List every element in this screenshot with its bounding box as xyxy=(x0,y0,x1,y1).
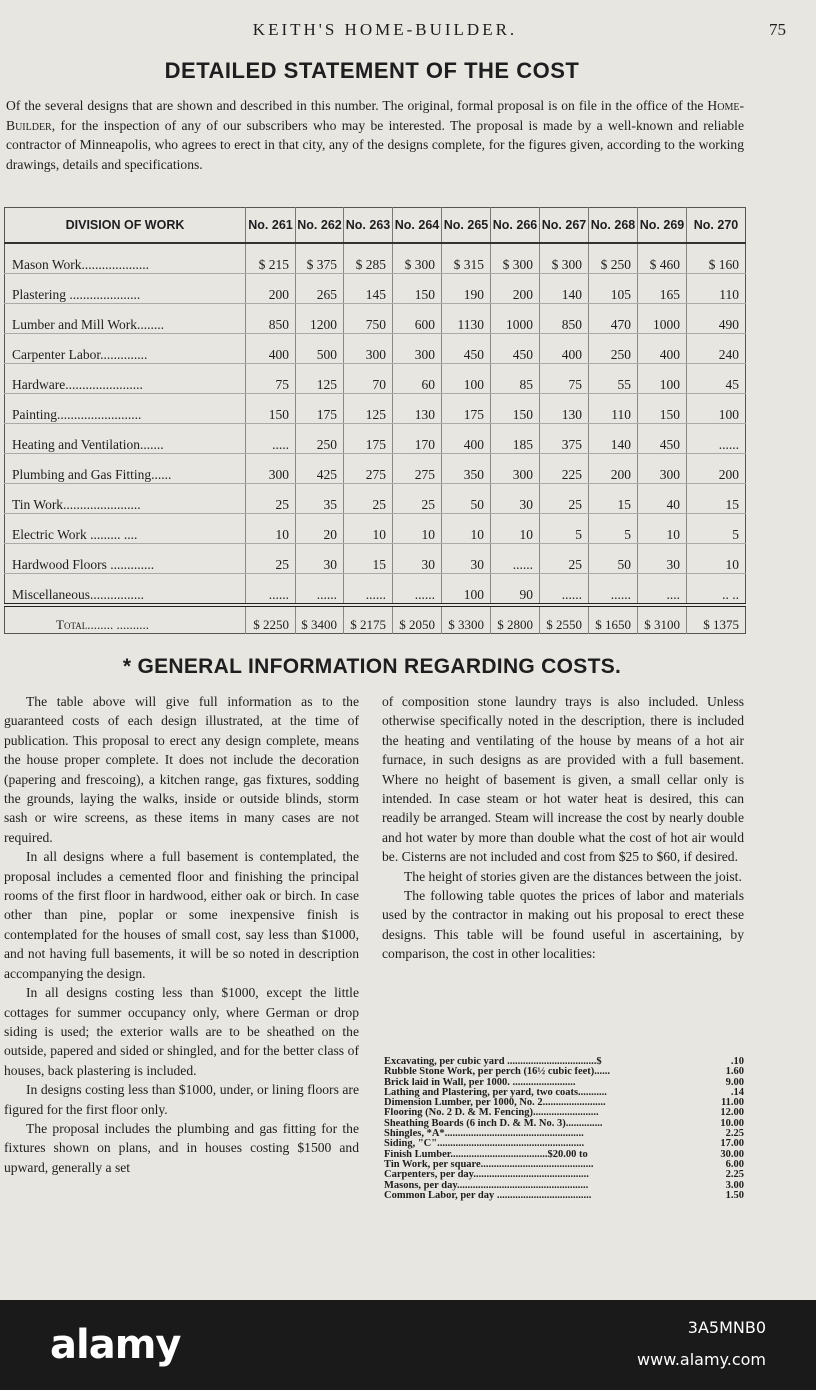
price-item: Carpenters, per day............................................ xyxy=(384,1170,589,1181)
left-paragraph: In designs costing less than $1000, under, or lining floors are figured for the first floor only. xyxy=(4,1082,359,1117)
price-item: Sheathing Boards (6 inch D. & M. No. 3).............. xyxy=(384,1118,603,1129)
price-value: .10 xyxy=(730,1056,744,1067)
design-header: No. 268 xyxy=(589,208,638,244)
design-header: No. 263 xyxy=(344,208,393,244)
cost-cell: 150 xyxy=(393,274,442,304)
cost-cell: 100 xyxy=(442,364,491,394)
cost-cell: 300 xyxy=(638,454,687,484)
price-list xyxy=(384,1057,744,1201)
cost-cell: 30 xyxy=(442,544,491,574)
cost-cell: 35 xyxy=(296,484,344,514)
cost-cell: 175 xyxy=(442,394,491,424)
table-row xyxy=(5,424,746,454)
cost-cell: 125 xyxy=(344,394,393,424)
row-label: Lumber and Mill Work........ xyxy=(5,304,246,334)
price-value: .14 xyxy=(730,1086,744,1098)
table-row xyxy=(5,454,746,484)
left-paragraph: The table above will give full information as to the guaranteed costs of each design illustrated, at the time of publication. This proposal to erect any design complete, means the house proper complete. It does not include the decoration (papering and frescoing), a kitchen range, gas fixtures, sodding the grounds, laying the walks, inside or outside blinds, storm sash or wire screens, as these items in many cases are not required. xyxy=(4,694,359,845)
price-row xyxy=(384,1108,744,1118)
cost-cell: 240 xyxy=(687,334,746,364)
intro-paragraph xyxy=(6,96,744,174)
cost-cell: 70 xyxy=(344,364,393,394)
price-item: Masons, per day.................................................. xyxy=(384,1180,589,1191)
cost-cell: ...... xyxy=(296,574,344,606)
right-column xyxy=(382,692,744,964)
cost-cell: $ 215 xyxy=(246,243,296,274)
table-header-row xyxy=(5,208,746,244)
cost-cell: 75 xyxy=(246,364,296,394)
row-label: Tin Work....................... xyxy=(5,484,246,514)
price-row xyxy=(384,1119,744,1129)
running-head xyxy=(0,20,816,44)
row-label: Plumbing and Gas Fitting...... xyxy=(5,454,246,484)
price-row xyxy=(384,1150,744,1160)
price-item: Rubble Stone Work, per perch (16½ cubic feet)...... xyxy=(384,1067,611,1078)
price-row xyxy=(384,1098,744,1108)
cost-cell: 140 xyxy=(589,424,638,454)
design-header: No. 270 xyxy=(687,208,746,244)
total-cell: $ 2175 xyxy=(344,605,393,634)
table-row xyxy=(5,514,746,544)
total-cell: $ 2050 xyxy=(393,605,442,634)
cost-cell: 45 xyxy=(687,364,746,394)
cost-cell: 100 xyxy=(638,364,687,394)
price-value: 2.25 xyxy=(725,1128,744,1140)
cost-cell: 300 xyxy=(246,454,296,484)
price-value: 1.50 xyxy=(725,1189,744,1201)
row-label: Heating and Ventilation....... xyxy=(5,424,246,454)
price-item: Finish Lumber.....................................$20.00 to xyxy=(384,1149,588,1160)
cost-cell: 490 xyxy=(687,304,746,334)
total-cell: $ 2250 xyxy=(246,605,296,634)
price-value: 30.00 xyxy=(720,1148,744,1160)
row-label: Hardware....................... xyxy=(5,364,246,394)
cost-cell: 250 xyxy=(589,334,638,364)
cost-cell: 10 xyxy=(687,544,746,574)
page-number: 75 xyxy=(769,20,786,39)
price-item: Siding, "C"........................................................ xyxy=(384,1139,585,1150)
stock-url: www.alamy.com xyxy=(637,1350,766,1369)
cost-cell: 175 xyxy=(296,394,344,424)
cost-cell: 30 xyxy=(296,544,344,574)
cost-cell: 30 xyxy=(393,544,442,574)
price-item: Tin Work, per square........................................... xyxy=(384,1159,594,1170)
cost-cell: 190 xyxy=(442,274,491,304)
table-row xyxy=(5,574,746,606)
cost-cell: 130 xyxy=(393,394,442,424)
cost-cell: ...... xyxy=(540,574,589,606)
total-cell: $ 1375 xyxy=(687,605,746,634)
total-row xyxy=(5,605,746,634)
right-paragraph: The height of stories given are the distances between the joist. xyxy=(404,868,742,884)
left-paragraph: In all designs where a full basement is contemplated, the proposal includes a cemented floor and finishing the principal rooms of the first floor in hardwood, either oak or birch. In case other than pine, poplar or some inexpensive finish is contemplated for the houses of small cost, say less than $1000, and not having full basements, it will be so noted in description accompanying the design. xyxy=(4,849,359,981)
design-header: No. 266 xyxy=(491,208,540,244)
price-item: Common Labor, per day .................................... xyxy=(384,1190,592,1201)
table-row xyxy=(5,364,746,394)
cost-cell: $ 460 xyxy=(638,243,687,274)
price-row xyxy=(384,1088,744,1098)
intro-text-after: , for the inspection of any of our subscribers who may be interested. The proposal is made by a well-known and reliable contractor of Minneapolis, who agrees to erect in that city, any of the designs complete, for the figures given, according to the working drawings, details and specifications. xyxy=(6,117,744,172)
cost-cell: 20 xyxy=(296,514,344,544)
design-header: No. 267 xyxy=(540,208,589,244)
cost-cell: 350 xyxy=(442,454,491,484)
cost-cell: 5 xyxy=(687,514,746,544)
cost-cell: $ 315 xyxy=(442,243,491,274)
price-value: 9.00 xyxy=(725,1076,744,1088)
cost-cell: 50 xyxy=(589,544,638,574)
table-body xyxy=(5,243,746,634)
table-row xyxy=(5,484,746,514)
cost-cell: 470 xyxy=(589,304,638,334)
cost-cell: 225 xyxy=(540,454,589,484)
stock-image-id: 3A5MNB0 xyxy=(687,1318,766,1337)
cost-cell: 850 xyxy=(246,304,296,334)
price-row xyxy=(384,1139,744,1149)
price-row xyxy=(384,1191,744,1201)
total-cell: $ 1650 xyxy=(589,605,638,634)
right-paragraph: of composition stone laundry trays is also included. Unless otherwise specifically noted in the description, there is included the heating and ventilating of the house by means of a hot air furnace, in such designs as are provided with a full basement. Where no height of basement is given, a small cellar only is intended. In case steam or hot water heat is desired, this can readily be arranged. Steam will increase the cost by nearly double and hot water by more than double what the cost of hot air would be. Cisterns are not included and cost from $25 to $60, if desired. xyxy=(382,694,744,865)
cost-cell: 425 xyxy=(296,454,344,484)
design-header: No. 261 xyxy=(246,208,296,244)
cost-cell: 375 xyxy=(540,424,589,454)
cost-cell: 750 xyxy=(344,304,393,334)
cost-cell: 300 xyxy=(393,334,442,364)
cost-cell: 300 xyxy=(491,454,540,484)
price-value: 3.00 xyxy=(725,1179,744,1191)
price-row xyxy=(384,1078,744,1088)
price-row xyxy=(384,1057,744,1067)
cost-cell: .... xyxy=(638,574,687,606)
price-value: 17.00 xyxy=(720,1138,744,1150)
cost-cell: 500 xyxy=(296,334,344,364)
cost-cell: 450 xyxy=(638,424,687,454)
cost-cell: 100 xyxy=(687,394,746,424)
cost-cell: 15 xyxy=(589,484,638,514)
cost-cell: 400 xyxy=(540,334,589,364)
cost-cell: $ 300 xyxy=(540,243,589,274)
cost-cell: 275 xyxy=(344,454,393,484)
cost-cell: $ 250 xyxy=(589,243,638,274)
design-header: No. 269 xyxy=(638,208,687,244)
cost-cell: 15 xyxy=(687,484,746,514)
table-row xyxy=(5,334,746,364)
cost-cell: 850 xyxy=(540,304,589,334)
right-paragraph: The following table quotes the prices of labor and materials used by the contractor in making out his proposal to erect these designs. This table will be found useful in ascertaining, by comparison, the cost in other localities: xyxy=(382,888,744,962)
cost-cell: 150 xyxy=(638,394,687,424)
cost-cell: 55 xyxy=(589,364,638,394)
cost-cell: 200 xyxy=(687,454,746,484)
cost-cell: 125 xyxy=(296,364,344,394)
cost-cell: ...... xyxy=(687,424,746,454)
design-header: No. 265 xyxy=(442,208,491,244)
cost-cell: 250 xyxy=(296,424,344,454)
cost-cell: 40 xyxy=(638,484,687,514)
cost-cell: 450 xyxy=(491,334,540,364)
cost-cell: 90 xyxy=(491,574,540,606)
table-row xyxy=(5,304,746,334)
division-header: DIVISION OF WORK xyxy=(5,208,246,244)
cost-cell: $ 375 xyxy=(296,243,344,274)
cost-cell: 110 xyxy=(589,394,638,424)
row-label: Electric Work ......... .... xyxy=(5,514,246,544)
cost-cell: 600 xyxy=(393,304,442,334)
cost-cell: $ 160 xyxy=(687,243,746,274)
cost-cell: 185 xyxy=(491,424,540,454)
cost-cell: 150 xyxy=(491,394,540,424)
design-header: No. 262 xyxy=(296,208,344,244)
cost-cell: 10 xyxy=(393,514,442,544)
cost-cell: 300 xyxy=(344,334,393,364)
price-value: 12.00 xyxy=(720,1107,744,1119)
total-cell: $ 3100 xyxy=(638,605,687,634)
price-value: 1.60 xyxy=(725,1066,744,1078)
row-label: Carpenter Labor.............. xyxy=(5,334,246,364)
cost-cell: 200 xyxy=(589,454,638,484)
cost-cell: 15 xyxy=(344,544,393,574)
row-label: Miscellaneous................ xyxy=(5,574,246,606)
cost-cell: 275 xyxy=(393,454,442,484)
price-item: Shingles, *A*..................................................... xyxy=(384,1129,584,1140)
cost-cell: 1000 xyxy=(638,304,687,334)
design-header: No. 264 xyxy=(393,208,442,244)
cost-cell: 75 xyxy=(540,364,589,394)
cost-cell: $ 285 xyxy=(344,243,393,274)
price-item: Brick laid in Wall, per 1000. ........................ xyxy=(384,1077,576,1088)
section-title: * GENERAL INFORMATION REGARDING COSTS. xyxy=(122,655,622,678)
intro-text-before: Of the several designs that are shown and described in this number. The original, formal proposal is on file in the office of the xyxy=(6,98,708,113)
cost-cell: 60 xyxy=(393,364,442,394)
row-label: Painting......................... xyxy=(5,394,246,424)
cost-cell: 100 xyxy=(442,574,491,606)
price-row xyxy=(384,1067,744,1077)
cost-cell: 105 xyxy=(589,274,638,304)
cost-cell: 200 xyxy=(491,274,540,304)
cost-cell: 25 xyxy=(246,484,296,514)
table-row xyxy=(5,394,746,424)
cost-cell: 10 xyxy=(442,514,491,544)
publication-name: Home-Builder xyxy=(6,98,744,133)
cost-cell: .. .. xyxy=(687,574,746,606)
price-item: Excavating, per cubic yard ..................................$ xyxy=(384,1057,602,1067)
cost-cell: 25 xyxy=(344,484,393,514)
price-row xyxy=(384,1181,744,1191)
price-row xyxy=(384,1160,744,1170)
cost-cell: $ 300 xyxy=(491,243,540,274)
row-label: Mason Work.................... xyxy=(5,243,246,274)
table-row xyxy=(5,274,746,304)
total-cell: $ 2800 xyxy=(491,605,540,634)
cost-cell: 265 xyxy=(296,274,344,304)
page-title: DETAILED STATEMENT OF THE COST xyxy=(164,58,580,83)
cost-cell: 200 xyxy=(246,274,296,304)
row-label: Plastering ..................... xyxy=(5,274,246,304)
price-value: 11.00 xyxy=(720,1097,744,1109)
cost-cell: 1000 xyxy=(491,304,540,334)
price-item: Lathing and Plastering, per yard, two coats........... xyxy=(384,1087,607,1098)
cost-cell: ..... xyxy=(246,424,296,454)
price-value: 10.00 xyxy=(720,1117,744,1129)
cost-cell: 25 xyxy=(540,544,589,574)
left-paragraph: In all designs costing less than $1000, except the little cottages for summer occupancy only, where German or drop siding is used; the exterior walls are to be sheathed on the outside, papered and sided or shingled, and for the better class of houses, back plastering is included. xyxy=(4,985,359,1078)
total-leader: ........ .......... xyxy=(87,617,149,632)
cost-cell: 85 xyxy=(491,364,540,394)
price-row xyxy=(384,1129,744,1139)
cost-cell: 1200 xyxy=(296,304,344,334)
left-column xyxy=(4,692,359,1177)
total-cell: $ 3300 xyxy=(442,605,491,634)
cost-cell: 175 xyxy=(344,424,393,454)
cost-table xyxy=(4,207,746,634)
cost-cell: 10 xyxy=(491,514,540,544)
left-paragraph: The proposal includes the plumbing and gas fitting for the fixtures shown on plans, and in houses costing $1500 and upward, generally a set xyxy=(4,1120,359,1175)
cost-cell: 25 xyxy=(540,484,589,514)
cost-cell: ...... xyxy=(491,544,540,574)
cost-cell: 5 xyxy=(589,514,638,544)
table-row xyxy=(5,544,746,574)
price-item: Flooring (No. 2 D. & M. Fencing)......................... xyxy=(384,1108,599,1119)
cost-cell: 10 xyxy=(638,514,687,544)
stock-logo: alamy xyxy=(50,1322,181,1368)
cost-cell: 450 xyxy=(442,334,491,364)
cost-cell: 400 xyxy=(442,424,491,454)
cost-cell: 130 xyxy=(540,394,589,424)
cost-cell: 140 xyxy=(540,274,589,304)
cost-cell: 145 xyxy=(344,274,393,304)
cost-cell: 170 xyxy=(393,424,442,454)
running-title: KEITH'S HOME-BUILDER. xyxy=(252,20,518,39)
total-cell: $ 3400 xyxy=(296,605,344,634)
cost-cell: 10 xyxy=(246,514,296,544)
cost-cell: ...... xyxy=(393,574,442,606)
cost-cell: 5 xyxy=(540,514,589,544)
cost-cell: 110 xyxy=(687,274,746,304)
price-value: 6.00 xyxy=(725,1158,744,1170)
cost-cell: 50 xyxy=(442,484,491,514)
cost-cell: 165 xyxy=(638,274,687,304)
cost-cell: ...... xyxy=(589,574,638,606)
price-value: 2.25 xyxy=(725,1169,744,1181)
cost-cell: 10 xyxy=(344,514,393,544)
cost-cell: 30 xyxy=(491,484,540,514)
cost-cell: $ 300 xyxy=(393,243,442,274)
watermark-bar xyxy=(0,1300,816,1390)
total-label-text: Total xyxy=(56,617,88,632)
cost-cell: 1130 xyxy=(442,304,491,334)
cost-cell: ...... xyxy=(344,574,393,606)
cost-cell: 400 xyxy=(246,334,296,364)
row-label: Hardwood Floors ............. xyxy=(5,544,246,574)
cost-cell: 150 xyxy=(246,394,296,424)
cost-cell: 30 xyxy=(638,544,687,574)
table-row xyxy=(5,243,746,274)
total-cell: $ 2550 xyxy=(540,605,589,634)
price-item: Dimension Lumber, per 1000, No. 2........................ xyxy=(384,1098,606,1109)
total-label xyxy=(5,605,246,634)
cost-cell: ...... xyxy=(246,574,296,606)
cost-cell: 25 xyxy=(246,544,296,574)
cost-cell: 25 xyxy=(393,484,442,514)
cost-cell: 400 xyxy=(638,334,687,364)
price-row xyxy=(384,1170,744,1180)
